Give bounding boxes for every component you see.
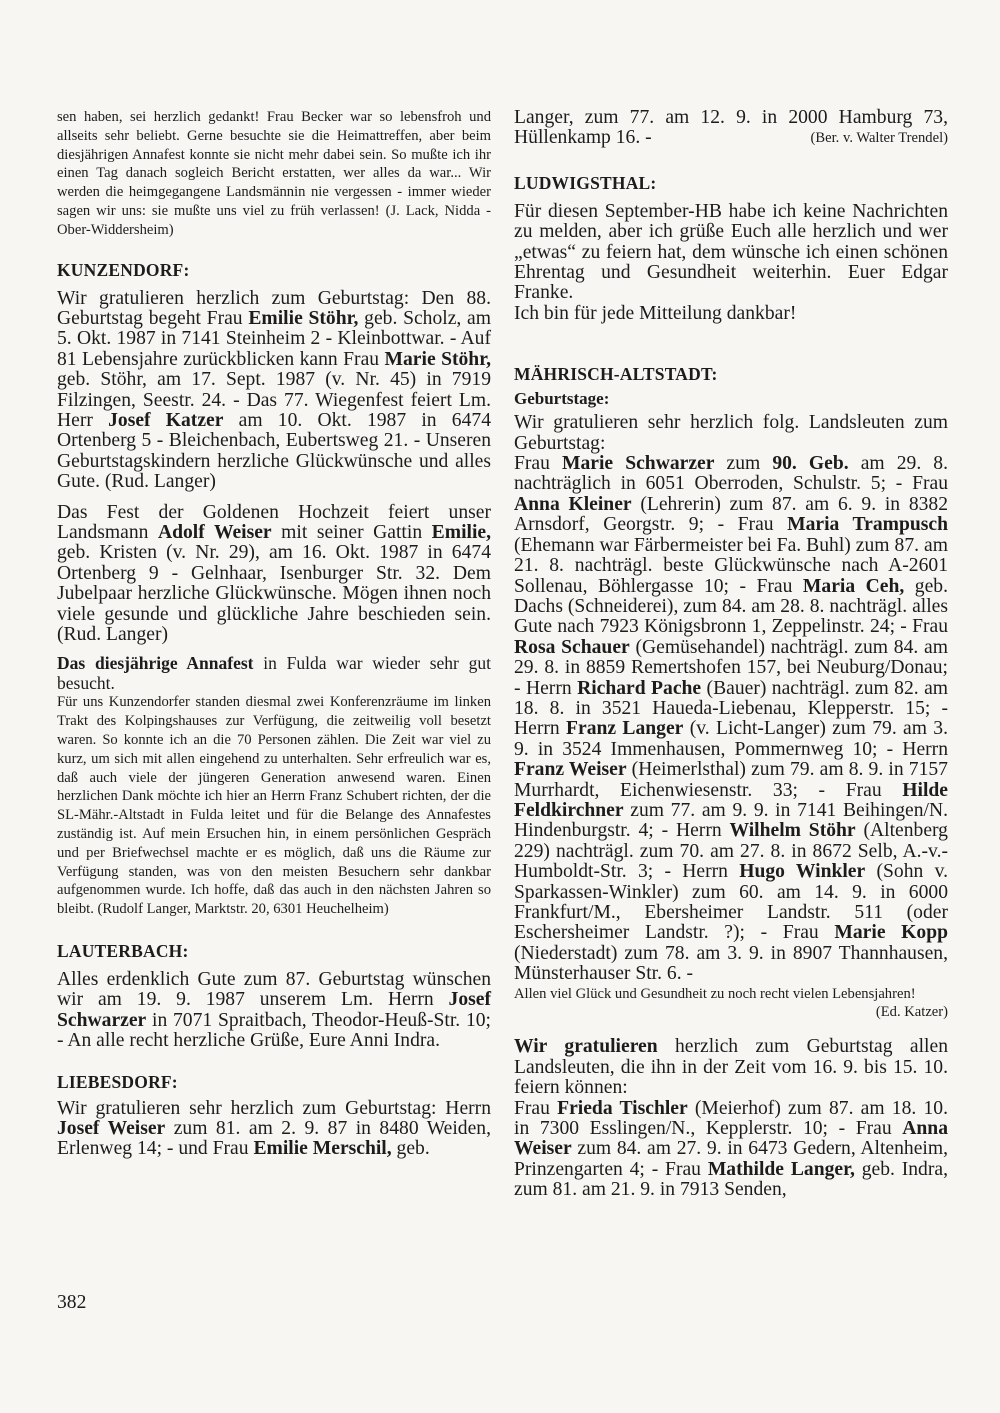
section-heading-liebesdorf: LIEBESDORF: — [57, 1071, 178, 1092]
liebesdorf-paragraph: Wir gratulieren sehr herzlich zum Geburtstag: Herrn Josef Weiser zum 81. am 2. 9. 87 in 8480 Weiden, Erlenweg 14; - und Frau Emilie Merschil, geb. — [57, 1097, 491, 1160]
page-number: 382 — [57, 1292, 87, 1313]
continued-paragraph: Langer, zum 77. am 12. 9. in 2000 Hamburg 73, Hüllenkamp 16. - (Ber. v. Walter Trendel) — [514, 107, 948, 149]
maehrisch-closing: Allen viel Glück und Gesundheit zu noch recht vielen Lebensjahren! (Ed. Katzer) — [514, 985, 948, 1021]
kunzendorf-annafest: Das diesjährige Annafest in Fulda war wieder sehr gut besucht. — [57, 653, 491, 694]
kunzendorf-birthdays: Wir gratulieren herzlich zum Geburtstag: Den 88. Geburtstag begeht Frau Emilie Stöhr, geb. Scholz, am 5. Okt. 1987 in 7141 Steinheim 2 - Kleinbottwar. - Auf 81 Lebensjahre zurückblicken kann Frau Marie Stöhr, geb. Stöhr, am 17. Sept. 1987 (v. Nr. 45) in 7919 Filzingen, Seestr. 24. - Das 77. Wiegenfest feiert Lm. Herr Josef Katzer am 10. Okt. 1987 in 6474 Ortenberg 5 - Bleichenbach, Eubertsweg 21. - Unseren Geburtstagskindern herzliche Glückwünsche und alles Gute. (Rud. Langer) — [57, 287, 491, 493]
credit-katzer: (Ed. Katzer) — [875, 1004, 948, 1021]
lauterbach-paragraph: Alles erdenklich Gute zum 87. Geburtstag wünschen wir am 19. 9. 1987 unserem Lm. Herrn Josef Schwarzer in 7071 Spraitbach, Theodor-Heuß-Str. 10; - An alle recht herzliche Grüße, Eure Anni Indra. — [57, 969, 491, 1052]
maehrisch-intro: Wir gratulieren sehr herzlich folg. Landsleuten zum Geburtstag: — [514, 412, 948, 454]
credit-trendel: (Ber. v. Walter Trendel) — [810, 130, 948, 147]
general-birthday-greetings: Wir gratulieren herzlich zum Geburtstag allen Landsleuten, die ihn in der Zeit vom 16. 9. bis 15. 10. feiern können: Frau Frieda Tischler (Meierhof) zum 87. am 18. 10. in 7300 Esslingen/N., Kepplerstr. 10; - Frau Anna Weiser zum 84. am 27. 9. in 6473 Gedern, Altenheim, Prinzengarten 4; - Frau Mathilde Langer, geb. Indra, zum 81. am 21. 9. in 7913 Senden, — [514, 1036, 948, 1201]
maehrisch-birthday-list: Frau Marie Schwarzer zum 90. Geb. am 29. 8. nachträglich in 6051 Oberroden, Schulstr. 5; - Frau Anna Kleiner (Lehrerin) zum 87. am 6. 9. in 8382 Arnsdorf, Georgstr. 9; - Frau Maria Trampusch (Ehemann war Färbermeister bei Fa. Buhl) zum 87. am 21. 8. nachträgl. beste Glückwünsche nach A-2601 Sollenau, Böhlergasse 10; - Frau Maria Ceh, geb. Dachs (Schneiderei), zum 84. am 28. 8. nachträgl. alles Gute nach 7923 Königsbronn 1, Zeppelinstr. 24; - Frau Rosa Schauer (Gemüsehandel) nachträgl. zum 84. am 29. 8. in 8859 Remertshofen 157, bei Neuburg/Donau; - Herrn Richard Pache (Bauer) nachträgl. zum 82. am 18. 8. in 3521 Haueda-Liebenau, Klepperstr. 15; - Herrn Franz Langer (v. Licht-Langer) zum 79. am 3. 9. in 3524 Immenhausen, Pommernweg 10; - Herrn Franz Weiser (Heimerlsthal) zum 79. am 8. 9. in 7157 Murrhardt, Eichenwiesenstr. 33; - Frau Hilde Feldkirchner zum 77. am 9. 9. in 7141 Beihingen/N. Hindenburgstr. 4; - Herrn Wilhelm Stöhr (Altenberg 229) nachträgl. zum 70. am 27. 8. in 8672 Selb, A.-v.-Humboldt-Str. 3; - Herrn Hugo Winkler (Sohn v. Sparkassen-Winkler) zum 60. am 14. 9. in 6000 Frankfurt/M., Ebersheimer Landstr. 511 (oder Eschersheimer Landstr. ?); - Frau Marie Kopp (Niederstadt) zum 78. am 3. 9. in 8907 Thannhausen, Münsterhauser Str. 6. - — [514, 453, 949, 985]
section-heading-kunzendorf: KUNZENDORF: — [57, 259, 190, 280]
kunzendorf-annafest-report: Für uns Kunzendorfer standen diesmal zwei Konferenzräume im linken Trakt des Kolpingshauses zur Verfügung, die zeitweilig voll besetzt waren. So konnte ich an die 70 Personen zählen. Die Zeit war viel zu kurz, um sich mit allen eingehend zu unterhalten. Sehr erfreulich war es, daß auch viele der jüngeren Generation anwesend waren. Einen herzlichen Dank möchte ich hier an Herrn Franz Schubert richten, der die SL-Mähr.-Altstadt in Fulda leitet und für die Belange des Annafestes zuständig ist. Auf mein Ersuchen hin, in einem persönlichen Gespräch und per Briefwechsel machte er es möglich, daß uns die Räume zur Verfügung standen, was von den meisten Besuchern sehr dankbar aufgenommen wurde. Ich hoffe, daß das auch in den nächsten Jahren so bleibt. (Rudolf Langer, Marktstr. 20, 6301 Heuchelheim) — [57, 694, 491, 918]
section-heading-ludwigsthal: LUDWIGSTHAL: — [514, 172, 657, 193]
right-column — [514, 108, 948, 1201]
ludwigsthal-paragraph: Für diesen September-HB habe ich keine Nachrichten zu melden, aber ich grüße Euch alle herzlich und wer „etwas“ zu feiern hat, dem wünsche ich einen schönen Ehrentag und Gesundheit weiterhin. Euer Edgar Franke. — [514, 200, 948, 304]
section-heading-lauterbach: LAUTERBACH: — [57, 941, 189, 962]
kunzendorf-golden-wedding: Das Fest der Goldenen Hochzeit feiert unser Landsmann Adolf Weiser mit seiner Gattin Emilie, geb. Kristen (v. Nr. 29), am 16. Okt. 1987 in 6474 Ortenberg 9 - Gelnhaar, Isenburger Str. 32. Dem Jubelpaar herzliche Glückwünsche. Mögen ihnen noch viele gesunde und glückliche Jahre beschieden sein. (Rud. Langer) — [57, 501, 491, 646]
ludwigsthal-note: Ich bin für jede Mitteilung dankbar! — [514, 302, 797, 324]
intro-paragraph: sen haben, sei herzlich gedankt! Frau Becker war so lebensfroh und allseits sehr beliebt. Gerne besuchte sie die Heimattreffen, aber beim diesjährigen Annafest konnte sie nicht mehr dabei sein. So mußte ich ihr einen Tag danach sogleich Bericht erstatten, wer alles da war... Wir werden die heimgegangene Landsmännin nie vergessen - immer wieder sagen wir uns: sie mußte uns viel zu früh verlassen! (J. Lack, Nidda - Ober-Widdersheim) — [57, 109, 491, 238]
subheading-birthdays: Geburtstage: — [514, 389, 610, 409]
left-column — [57, 108, 491, 1160]
section-heading-maehrisch-altstadt: MÄHRISCH-ALTSTADT: — [514, 364, 718, 385]
